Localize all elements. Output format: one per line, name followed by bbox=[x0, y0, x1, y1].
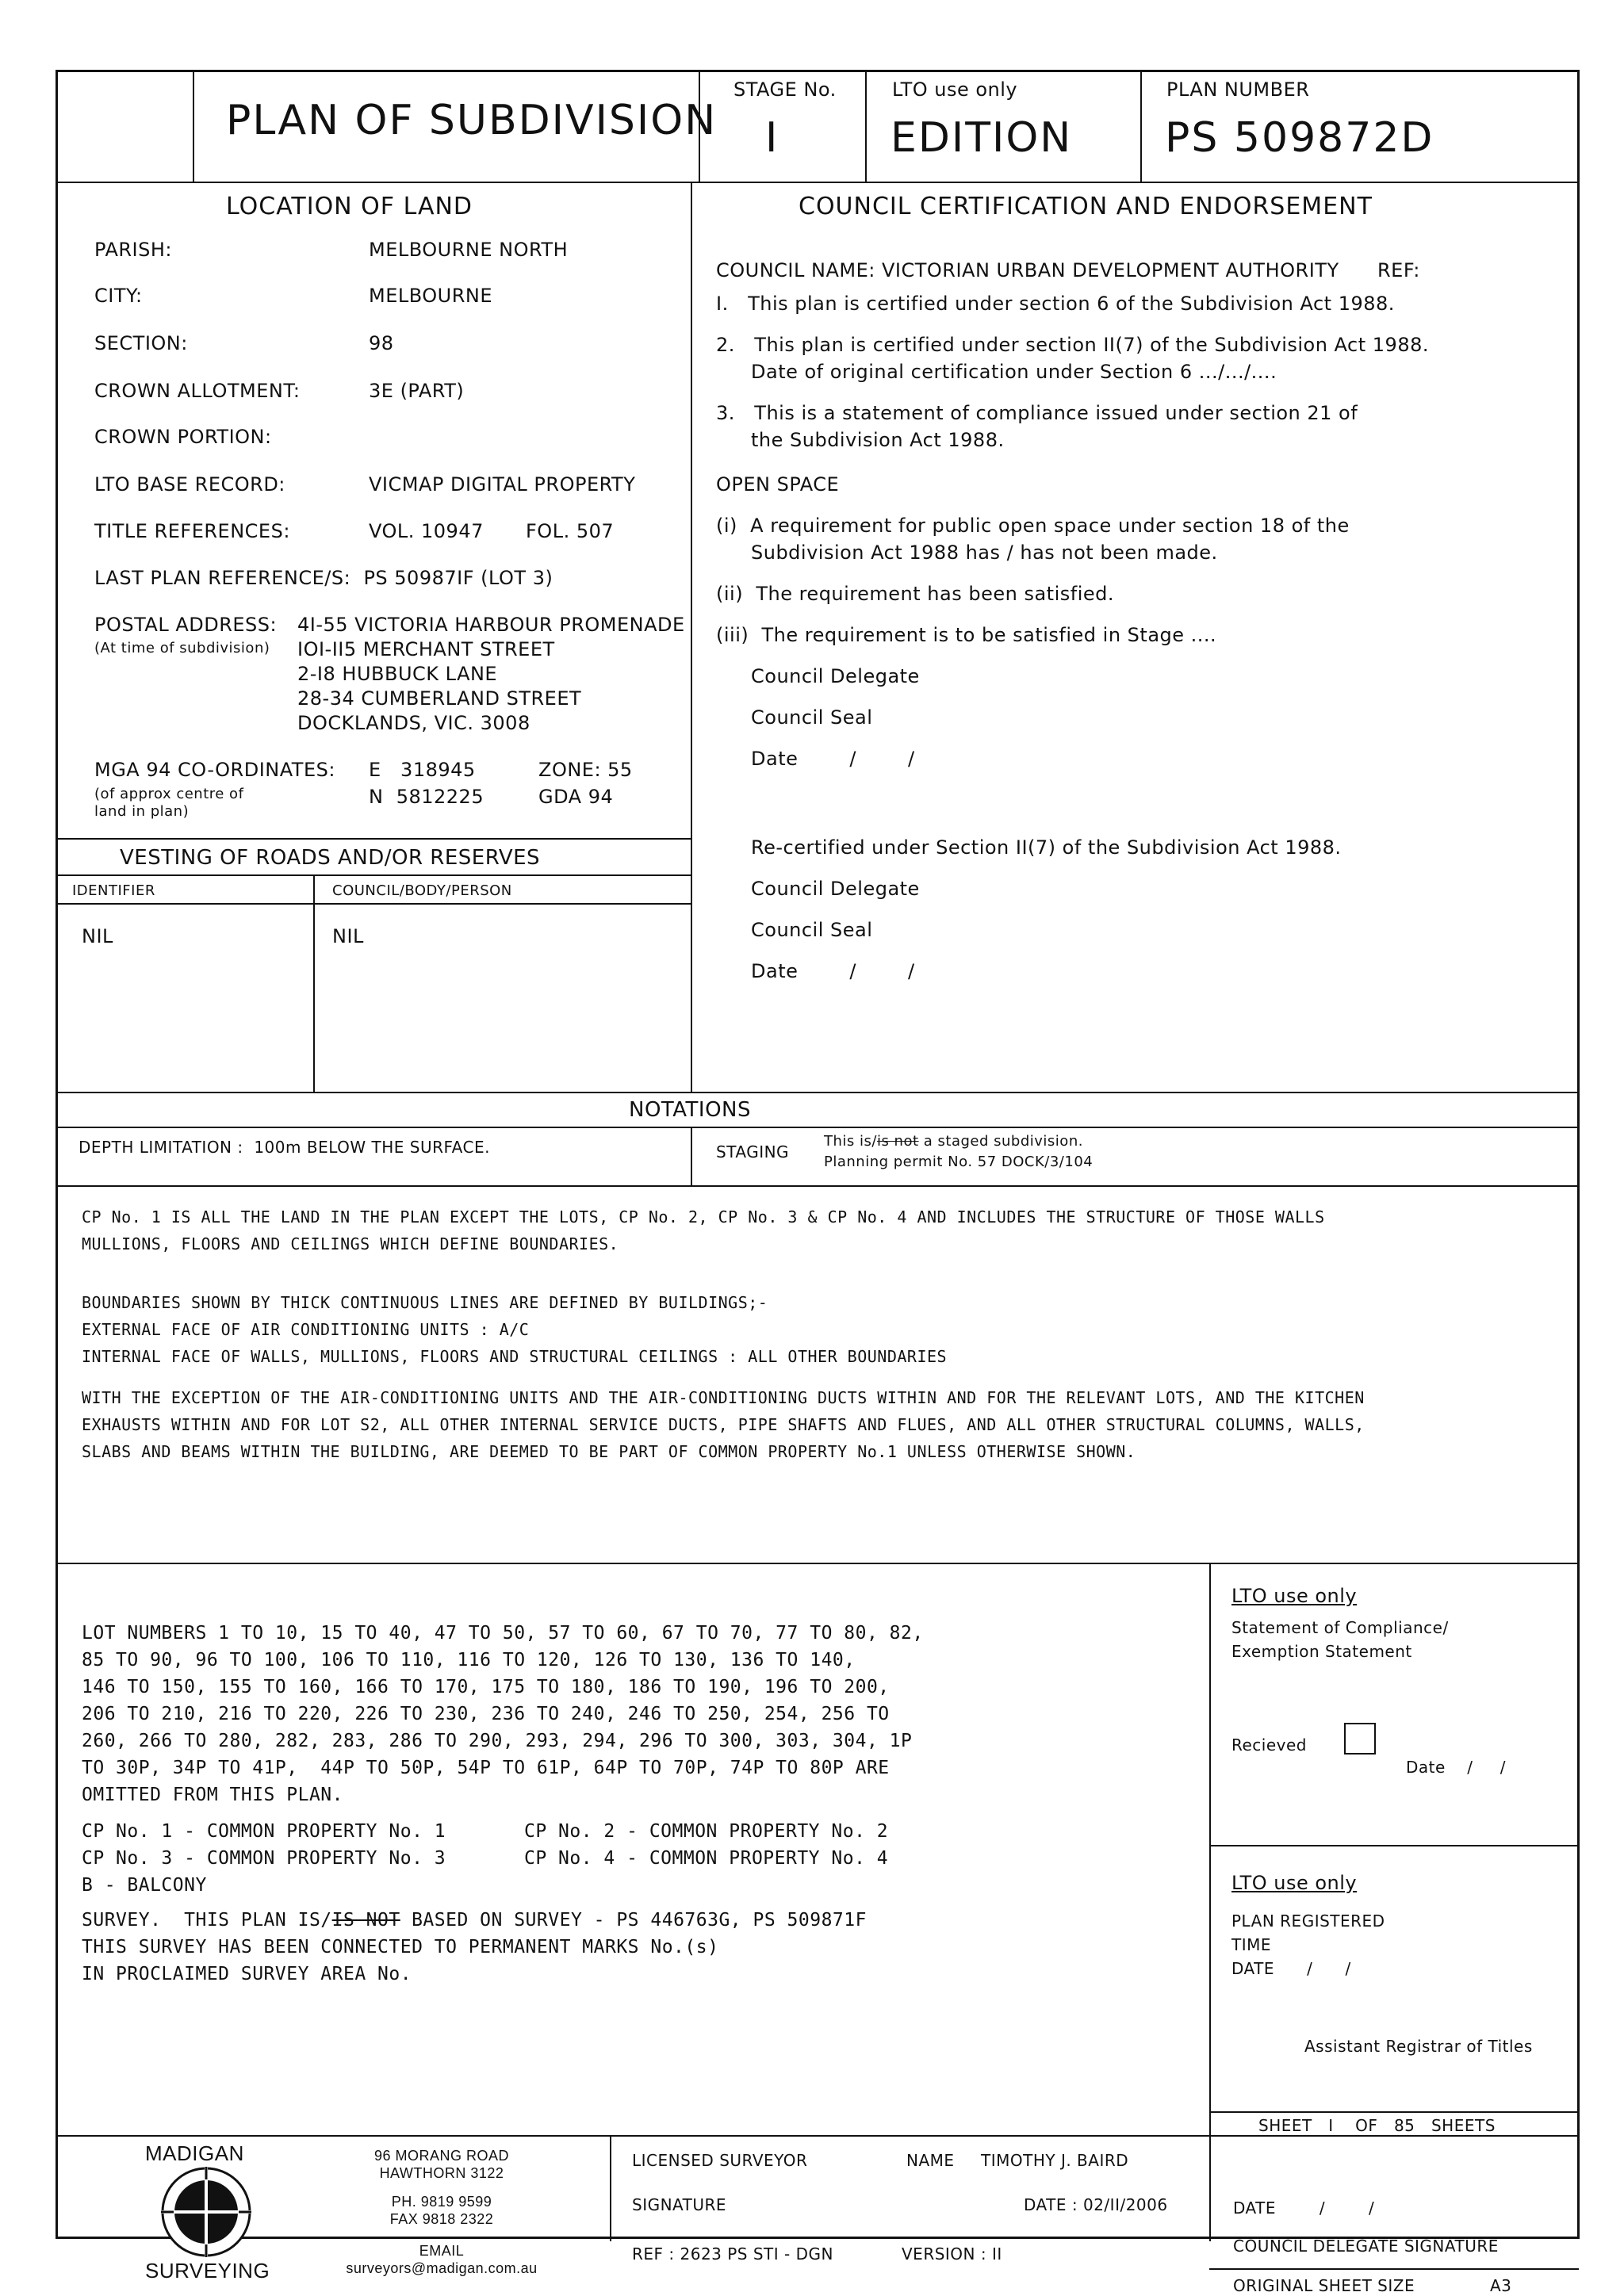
balcony-legend: B - BALCONY bbox=[82, 1875, 207, 1896]
postal-address-line: IOI-II5 MERCHANT STREET bbox=[297, 638, 555, 660]
surveyor-name-label: NAME bbox=[906, 2151, 955, 2170]
postal-address-line: 28-34 CUMBERLAND STREET bbox=[297, 687, 582, 710]
open-space-heading: OPEN SPACE bbox=[716, 473, 840, 496]
lot-numbers-line: OMITTED FROM THIS PLAN. bbox=[82, 1785, 343, 1805]
recertification-text: Re-certified under Section II(7) of the Subdivision Act 1988. bbox=[751, 836, 1342, 859]
council-date-label: Date / / bbox=[751, 748, 915, 770]
vesting-identifier-value: NIL bbox=[82, 925, 113, 947]
lot-numbers-line: TO 30P, 34P TO 41P, 44P TO 50P, 54P TO 61P, 64P TO 70P, 74P TO 80P ARE bbox=[82, 1758, 890, 1778]
divider bbox=[1209, 1563, 1211, 2135]
received-date: Date / / bbox=[1406, 1758, 1506, 1777]
divider bbox=[58, 838, 691, 840]
section-value: 98 bbox=[369, 332, 394, 354]
location-heading: LOCATION OF LAND bbox=[226, 193, 473, 220]
licensed-surveyor-label: LICENSED SURVEYOR bbox=[632, 2151, 808, 2170]
open-space-item: (i) A requirement for public open space under section 18 of the bbox=[716, 515, 1350, 537]
mga-zone: ZONE: 55 bbox=[538, 759, 633, 781]
lto-base-record-value: VICMAP DIGITAL PROPERTY bbox=[369, 473, 636, 496]
lto-use-heading: LTO use only bbox=[1231, 1585, 1358, 1607]
mga-coordinates-label: MGA 94 CO-ORDINATES: bbox=[94, 759, 335, 781]
edition-label: EDITION bbox=[891, 114, 1073, 162]
divider bbox=[58, 1092, 1579, 1093]
title-references-fol: FOL. 507 bbox=[526, 520, 615, 542]
notation-line: SLABS AND BEAMS WITHIN THE BUILDING, ARE DEEMED TO BE PART OF COMMON PROPERTY No.1 UNLESS OTHERWISE SHOWN. bbox=[82, 1442, 1136, 1461]
stage-label: STAGE No. bbox=[733, 78, 837, 101]
notation-line: EXTERNAL FACE OF AIR CONDITIONING UNITS : A/C bbox=[82, 1320, 530, 1339]
council-name: COUNCIL NAME: VICTORIAN URBAN DEVELOPMENT AUTHORITY bbox=[716, 259, 1339, 281]
lot-numbers-line: 206 TO 210, 216 TO 220, 226 TO 230, 236 TO 240, 246 TO 250, 254, 256 TO bbox=[82, 1704, 890, 1724]
compliance-line: Exemption Statement bbox=[1231, 1642, 1412, 1661]
company-address: HAWTHORN 3122 bbox=[379, 2165, 504, 2181]
notation-line: INTERNAL FACE OF WALLS, MULLIONS, FLOORS AND STRUCTURAL CEILINGS : ALL OTHER BOUNDARIES bbox=[82, 1347, 948, 1366]
sheet-count: SHEET I OF 85 SHEETS bbox=[1258, 2116, 1496, 2135]
company-email-label: EMAIL bbox=[419, 2243, 465, 2259]
divider bbox=[58, 1185, 1579, 1187]
lto-use-heading: LTO use only bbox=[1231, 1872, 1358, 1894]
original-sheet-size-label: ORIGINAL SHEET SIZE bbox=[1233, 2276, 1415, 2295]
title-references-vol: VOL. 10947 bbox=[369, 520, 484, 542]
survey-connection: THIS SURVEY HAS BEEN CONNECTED TO PERMANENT MARKS No.(s) bbox=[82, 1937, 719, 1957]
divider bbox=[58, 182, 1579, 183]
drawing-reference: REF : 2623 PS STI - DGN bbox=[632, 2244, 833, 2263]
common-property-1: CP No. 1 - COMMON PROPERTY No. 1 bbox=[82, 1821, 446, 1842]
notation-line: BOUNDARIES SHOWN BY THICK CONTINUOUS LINES ARE DEFINED BY BUILDINGS;- bbox=[82, 1293, 768, 1312]
divider bbox=[58, 1127, 1579, 1128]
certification-item: 3. This is a statement of compliance issued under section 21 of bbox=[716, 402, 1358, 424]
lot-numbers-line: 146 TO 150, 155 TO 160, 166 TO 170, 175 TO 180, 186 TO 190, 196 TO 200, bbox=[82, 1677, 890, 1697]
council-delegate-signature-label: COUNCIL DELEGATE SIGNATURE bbox=[1233, 2237, 1499, 2256]
divider bbox=[610, 2135, 611, 2241]
divider bbox=[1209, 2111, 1579, 2113]
company-phone: PH. 9819 9599 bbox=[391, 2194, 492, 2210]
common-property-2: CP No. 2 - COMMON PROPERTY No. 2 bbox=[524, 1821, 889, 1842]
lot-numbers-line: LOT NUMBERS 1 TO 10, 15 TO 40, 47 TO 50, 57 TO 60, 67 TO 70, 77 TO 80, 82, bbox=[82, 1623, 924, 1644]
company-email[interactable]: surveyors@madigan.com.au bbox=[346, 2260, 538, 2276]
compliance-line: Statement of Compliance/ bbox=[1231, 1618, 1449, 1637]
plan-registered-label: PLAN REGISTERED bbox=[1231, 1911, 1385, 1931]
plan-sheet bbox=[56, 70, 1580, 2295]
divider bbox=[1209, 2135, 1211, 2241]
survey-date: DATE : 02/II/2006 bbox=[1024, 2195, 1168, 2214]
council-signature-date: DATE / / bbox=[1233, 2198, 1375, 2218]
vesting-col-body: COUNCIL/BODY/PERSON bbox=[332, 882, 512, 899]
parish-value: MELBOURNE NORTH bbox=[369, 239, 569, 261]
council-seal-label: Council Seal bbox=[751, 919, 873, 941]
notation-line: WITH THE EXCEPTION OF THE AIR-CONDITIONING UNITS AND THE AIR-CONDITIONING DUCTS WITHIN AND FOR THE RELEVANT LOTS, AND THE KITCHEN bbox=[82, 1388, 1365, 1407]
company-name-bottom: SURVEYING bbox=[145, 2259, 270, 2283]
certification-item: the Subdivision Act 1988. bbox=[751, 429, 1005, 451]
postal-address-line: 2-I8 HUBBUCK LANE bbox=[297, 663, 498, 685]
survey-statement: SURVEY. THIS PLAN IS/IS NOT BASED ON SURVEY - PS 446763G, PS 509871F bbox=[82, 1910, 867, 1931]
divider bbox=[193, 72, 194, 182]
divider bbox=[58, 2135, 1579, 2137]
parish-label: PARISH: bbox=[94, 239, 172, 261]
lto-base-record-label: LTO BASE RECORD: bbox=[94, 473, 285, 496]
divider bbox=[58, 903, 691, 905]
surveyor-name: TIMOTHY J. BAIRD bbox=[981, 2151, 1129, 2170]
notations-heading: NOTATIONS bbox=[629, 1098, 752, 1122]
mga-northing: N 5812225 bbox=[369, 786, 485, 808]
divider bbox=[691, 182, 692, 1092]
council-delegate-label: Council Delegate bbox=[751, 878, 920, 900]
planning-permit: Planning permit No. 57 DOCK/3/104 bbox=[824, 1154, 1094, 1170]
city-label: CITY: bbox=[94, 285, 143, 307]
divider bbox=[58, 874, 691, 876]
company-name-top: MADIGAN bbox=[145, 2141, 244, 2165]
survey-area: IN PROCLAIMED SURVEY AREA No. bbox=[82, 1964, 412, 1984]
company-fax: FAX 9818 2322 bbox=[389, 2211, 494, 2227]
crown-allotment-label: CROWN ALLOTMENT: bbox=[94, 380, 301, 402]
open-space-item: Subdivision Act 1988 has / has not been made. bbox=[751, 541, 1218, 564]
council-heading: COUNCIL CERTIFICATION AND ENDORSEMENT bbox=[799, 193, 1373, 220]
council-delegate-label: Council Delegate bbox=[751, 665, 920, 687]
title-references-label: TITLE REFERENCES: bbox=[94, 520, 290, 542]
divider bbox=[1209, 1845, 1579, 1846]
staging-label: STAGING bbox=[716, 1142, 790, 1161]
mga-easting: E 318945 bbox=[369, 759, 476, 781]
document-title: PLAN OF SUBDIVISION bbox=[226, 97, 718, 144]
open-space-item: (iii) The requirement is to be satisfied in Stage .... bbox=[716, 624, 1217, 646]
council-date-label: Date / / bbox=[751, 960, 915, 982]
received-checkbox[interactable] bbox=[1344, 1723, 1376, 1755]
council-seal-label: Council Seal bbox=[751, 706, 873, 729]
vesting-heading: VESTING OF ROADS AND/OR RESERVES bbox=[120, 846, 541, 870]
mga-note: (of approx centre of bbox=[94, 786, 244, 802]
received-label: Recieved bbox=[1231, 1735, 1307, 1755]
divider bbox=[58, 1563, 1579, 1564]
mga-note: land in plan) bbox=[94, 803, 190, 820]
crown-allotment-value: 3E (PART) bbox=[369, 380, 465, 402]
assistant-registrar-label: Assistant Registrar of Titles bbox=[1304, 2037, 1533, 2056]
certification-item: 2. This plan is certified under section II(7) of the Subdivision Act 1988. bbox=[716, 334, 1429, 356]
mga-datum: GDA 94 bbox=[538, 786, 614, 808]
divider bbox=[691, 1127, 692, 1185]
certification-item: I. This plan is certified under section 6 of the Subdivision Act 1988. bbox=[716, 293, 1395, 315]
open-space-item: (ii) The requirement has been satisfied. bbox=[716, 583, 1114, 605]
council-ref-label: REF: bbox=[1377, 259, 1420, 281]
certification-item: Date of original certification under Section 6 .../.../.... bbox=[751, 361, 1277, 383]
stage-value: I bbox=[765, 114, 779, 162]
depth-limitation: DEPTH LIMITATION : 100m BELOW THE SURFACE. bbox=[79, 1138, 490, 1157]
lto-use-label: LTO use only bbox=[892, 78, 1018, 101]
divider bbox=[865, 72, 867, 182]
original-sheet-size: A3 bbox=[1490, 2276, 1512, 2295]
crown-portion-label: CROWN PORTION: bbox=[94, 426, 272, 448]
divider bbox=[1209, 2268, 1579, 2270]
common-property-3: CP No. 3 - COMMON PROPERTY No. 3 bbox=[82, 1848, 446, 1869]
postal-address-line: DOCKLANDS, VIC. 3008 bbox=[297, 712, 530, 734]
company-address: 96 MORANG ROAD bbox=[373, 2148, 510, 2164]
divider bbox=[313, 874, 315, 1092]
last-plan-reference: LAST PLAN REFERENCE/S: PS 50987IF (LOT 3) bbox=[94, 567, 553, 589]
staging-statement: This is/is not a staged subdivision. bbox=[824, 1133, 1083, 1150]
notation-line: MULLIONS, FLOORS AND CEILINGS WHICH DEFINE BOUNDARIES. bbox=[82, 1234, 619, 1253]
common-property-4: CP No. 4 - COMMON PROPERTY No. 4 bbox=[524, 1848, 889, 1869]
lot-numbers-line: 260, 266 TO 280, 282, 283, 286 TO 290, 293, 294, 296 TO 300, 303, 304, 1P bbox=[82, 1731, 913, 1751]
drawing-version: VERSION : II bbox=[902, 2244, 1002, 2263]
crosshair-logo-icon bbox=[161, 2167, 251, 2257]
postal-address-label: POSTAL ADDRESS: bbox=[94, 614, 278, 636]
postal-address-note: (At time of subdivision) bbox=[94, 640, 270, 656]
city-value: MELBOURNE bbox=[369, 285, 493, 307]
signature-label: SIGNATURE bbox=[632, 2195, 727, 2214]
plan-number-label: PLAN NUMBER bbox=[1166, 78, 1310, 101]
notation-line: EXHAUSTS WITHIN AND FOR LOT S2, ALL OTHER INTERNAL SERVICE DUCTS, PIPE SHAFTS AND FLUES, AND ALL OTHER STRUCTURAL COLUMNS, WALLS, bbox=[82, 1415, 1365, 1434]
notation-line: CP No. 1 IS ALL THE LAND IN THE PLAN EXCEPT THE LOTS, CP No. 2, CP No. 3 & CP No. 4 AND INCLUDES THE STRUCTURE OF THOSE WALLS bbox=[82, 1207, 1325, 1226]
postal-address-line: 4I-55 VICTORIA HARBOUR PROMENADE bbox=[297, 614, 685, 636]
registered-date-label: DATE / / bbox=[1231, 1959, 1351, 1978]
section-label: SECTION: bbox=[94, 332, 188, 354]
vesting-body-value: NIL bbox=[332, 925, 364, 947]
lot-numbers-line: 85 TO 90, 96 TO 100, 106 TO 110, 116 TO 120, 126 TO 130, 136 TO 140, bbox=[82, 1650, 856, 1670]
registered-time-label: TIME bbox=[1231, 1935, 1272, 1954]
divider bbox=[1140, 72, 1142, 182]
vesting-col-identifier: IDENTIFIER bbox=[72, 882, 155, 899]
plan-number: PS 509872D bbox=[1165, 114, 1434, 162]
